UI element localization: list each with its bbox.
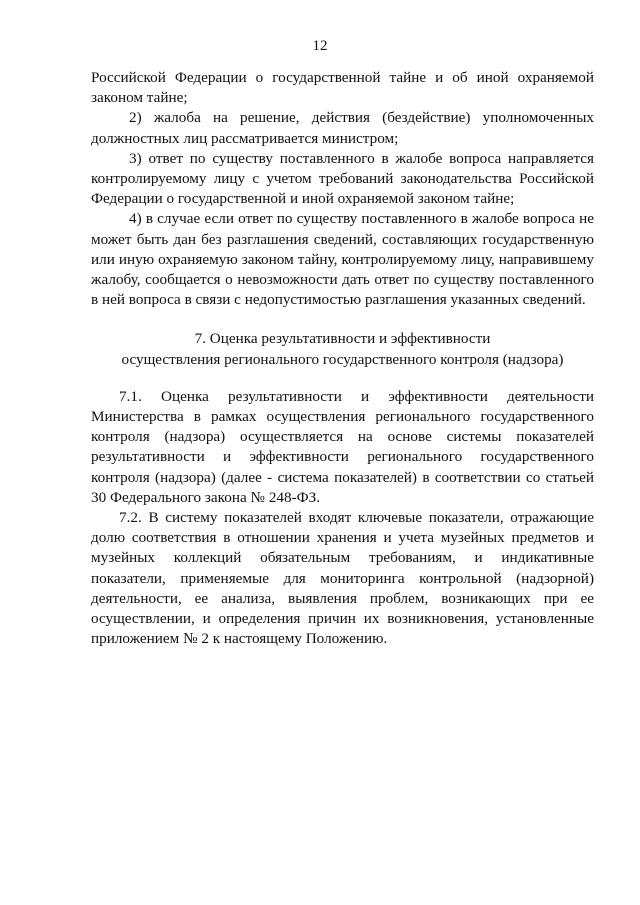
section-heading (91, 329, 594, 369)
paragraph-item-2: 2) жалоба на решение, действия (бездействие) уполномоченных должностных лиц рассматривается министром; (91, 109, 594, 147)
spacer (91, 310, 594, 329)
paragraph-7-1: 7.1. Оценка результативности и эффективности деятельности Министерства в рамках осуществления регионального государственного контроля (надзора) осуществляется на основе системы показателей результативности и эффективности регионального государственного контроля (надзора) (далее - система показателей) в соответствии со статьей 30 Федерального закона № 248-ФЗ. (91, 387, 594, 506)
page-number: 12 (312, 38, 328, 54)
section-heading-line-1: 7. Оценка результативности и эффективности (194, 330, 491, 348)
paragraph-item-4: 4) в случае если ответ по существу поставленного в жалобе вопроса не может быть дан без разглашения сведений, составляющих государственную или иную охраняемую законом тайну, контролируемому лицу, направившему жалобу, сообщается о невозможности дать ответ по существу поставленного в ней вопроса в связи с недопустимостью разглашения указанных сведений. (91, 210, 594, 309)
paragraph-continuation: Российской Федерации о государственной тайне и об иной охраняемой законом тайне; (91, 69, 594, 107)
paragraph-7-2: 7.2. В систему показателей входят ключевые показатели, отражающие долю соответствия в отношении хранения и учета музейных предметов и музейных коллекций обязательным требованиям, и индикативные показатели, применяемые для мониторинга контрольной (надзорной) деятельности, ее анализа, выявления проблем, возникающих при ее осуществлении, и определения причин их возникновения, установленные приложением № 2 к настоящему Положению. (91, 509, 594, 648)
document-body (91, 68, 594, 649)
paragraph-item-3: 3) ответ по существу поставленного в жалобе вопроса направляется контролируемому лицу с учетом требований законодательства Российской Федерации о государственной и иной охраняемой законом тайне; (91, 149, 594, 208)
spacer (91, 370, 594, 387)
section-heading-line-2: осуществления регионального государственного контроля (надзора) (121, 350, 564, 368)
